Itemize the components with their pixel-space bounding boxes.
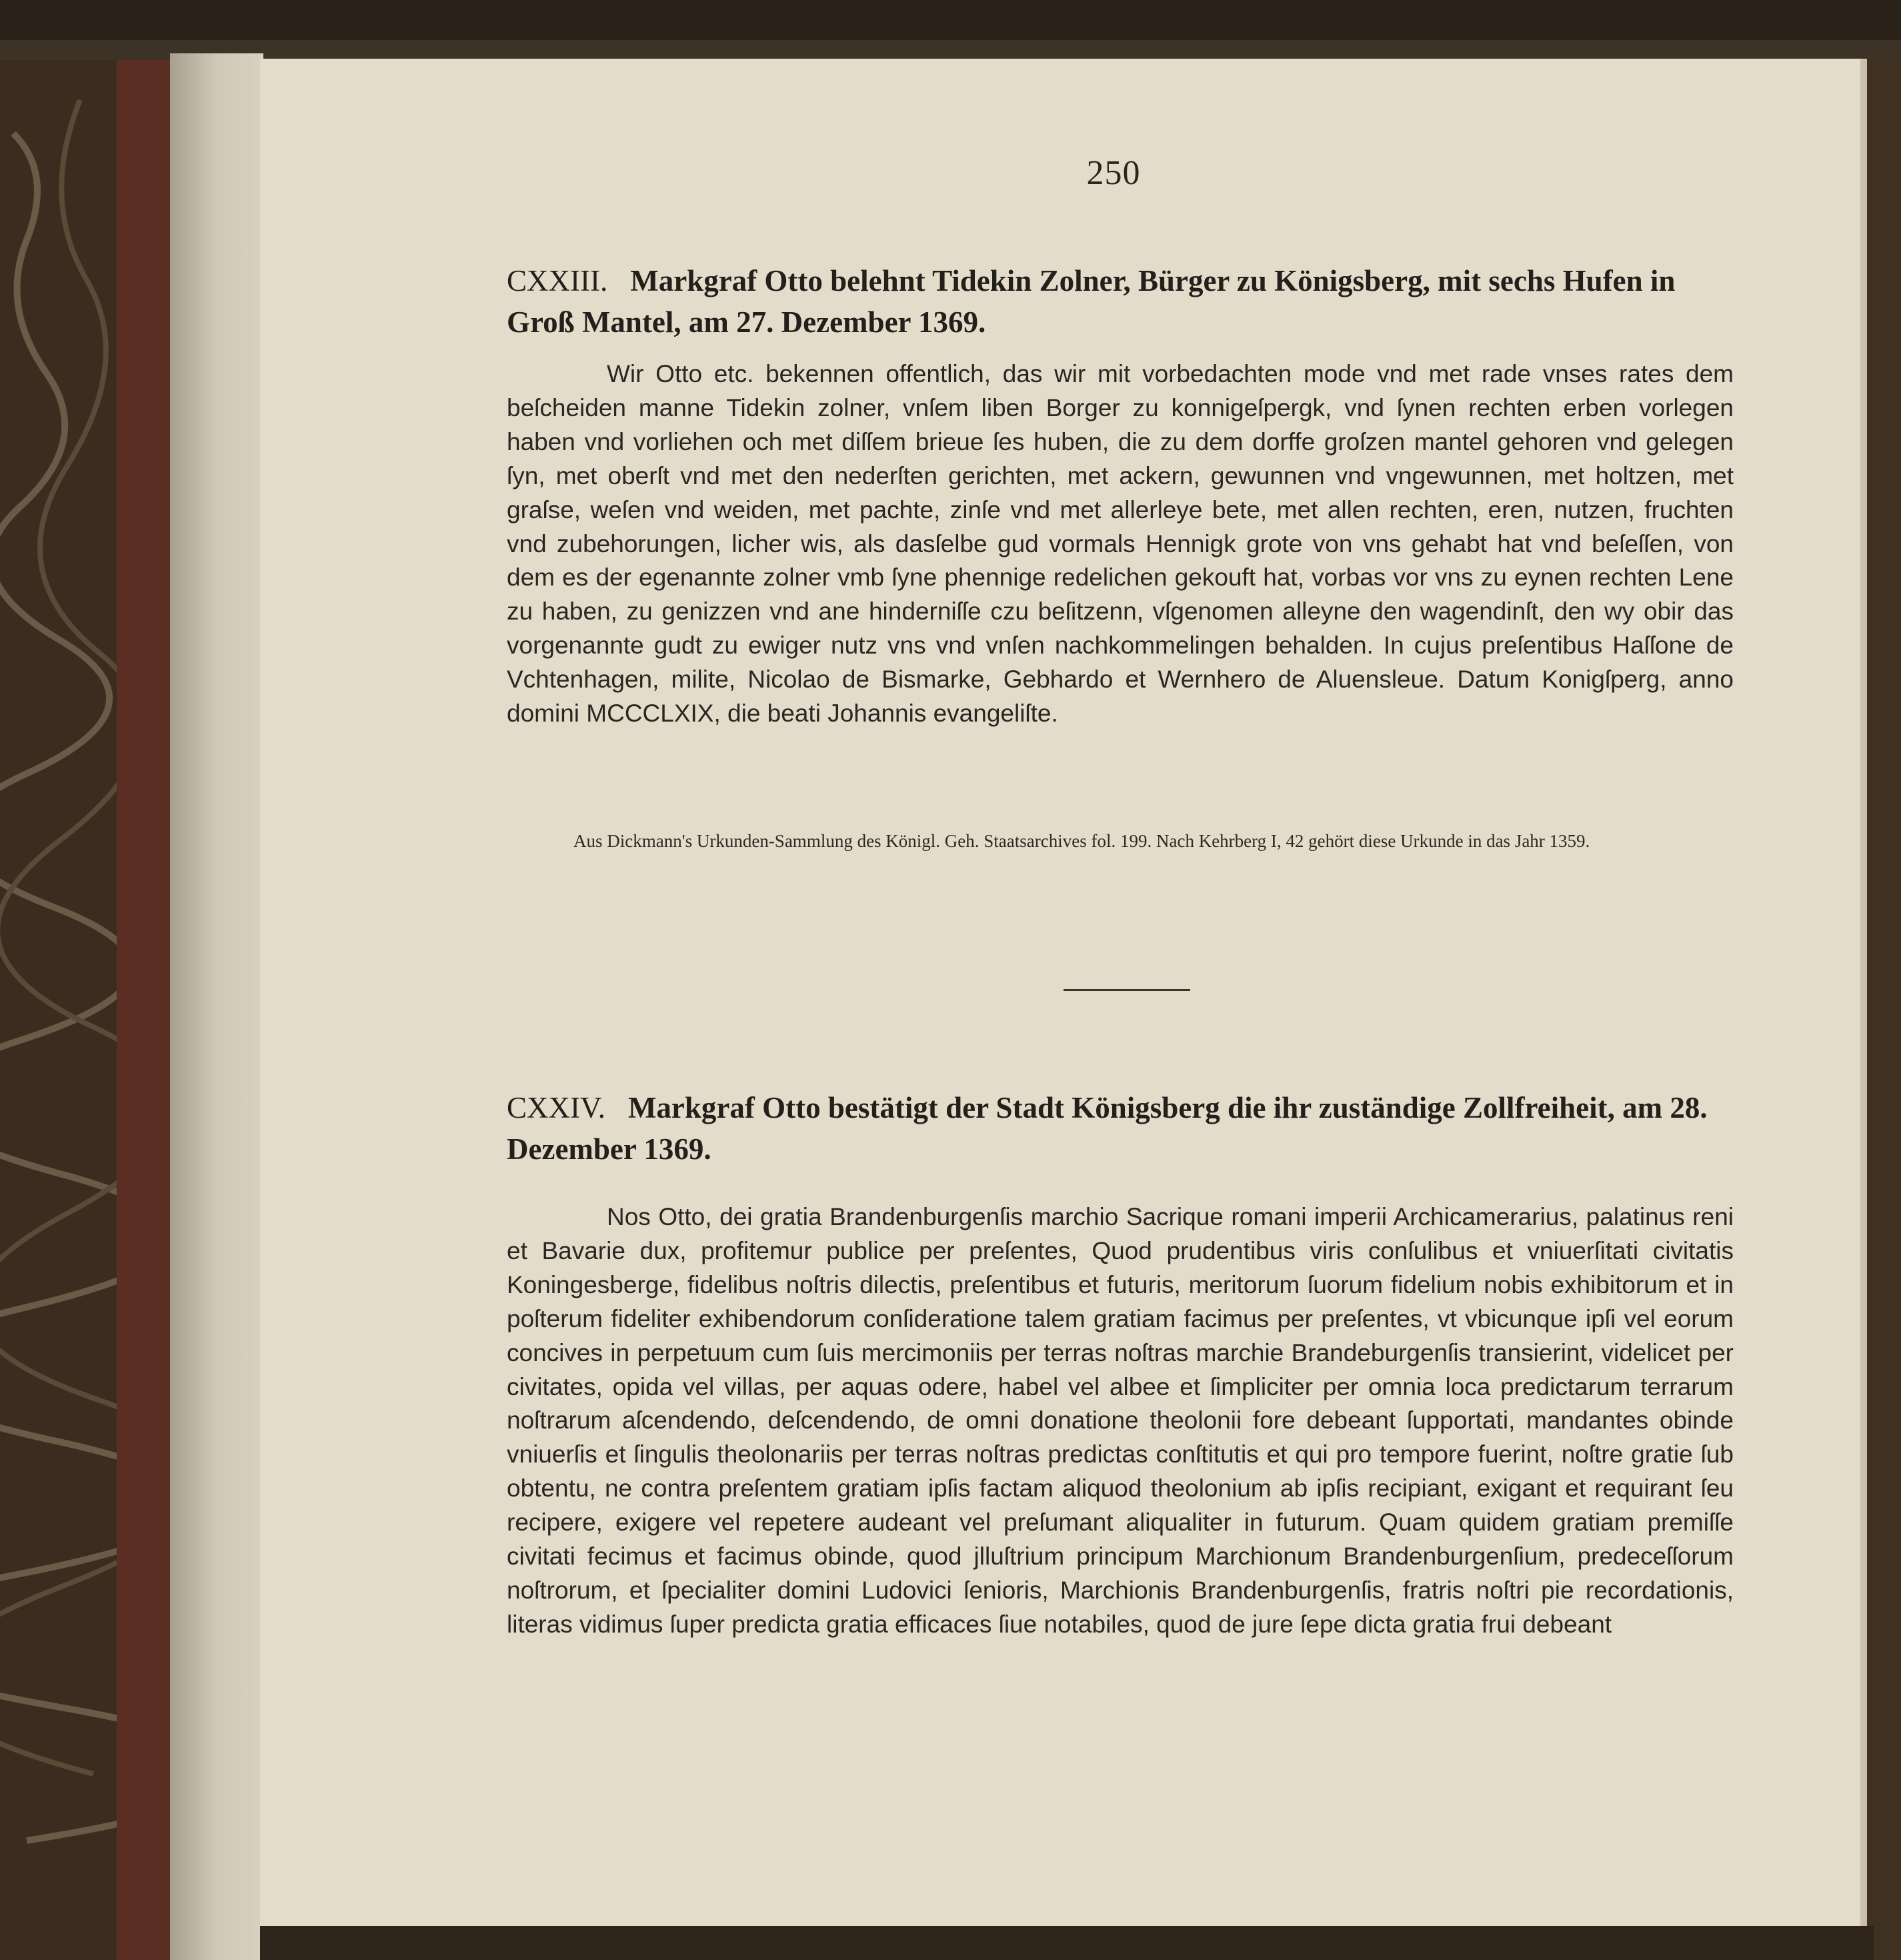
- document-body-cxxiv: Nos Otto, dei gratia Brandenburgenſis marchio Sacrique romani imperii Archicamerarius, palatinus reni et Bavarie dux, profitemur publice per preſentes, Quod prudentibus viris conſulibus et vniuerſitati civitatis Koningesberge, fidelibus noſtris dilectis, preſentibus et futuris, meritorum ſuorum fidelium nobis exhibitorum et in poſterum fideliter exhibendorum conſideratione talem gratiam facimus per preſentes, vt vbicunque ipſi vel eorum concives in perpetuum cum ſuis mercimoniis per terras noſtras marchie Brandeburgenſis transierint, videlicet per civitates, opida vel villas, per aquas odere, habel vel albee et ſimpliciter per omnia loca predictarum terrarum noſtrarum aſcendendo, deſcendendo, de omni donatione theolonii fore debeant ſupportati, mandantes obinde vniuerſis et ſingulis theolonariis per terras noſtras predictas conſtitutis et qui pro tempore fuerint, noſtre gratie ſub obtentu, ne contra preſentem gratiam ipſis factam aliquod theolonium ab ipſis recipiant, exigant et requirant ſeu recipere, exigere vel repetere audeant vel preſumant aliqualiter in futurum. Quam quidem gratiam premiſſe civitati fecimus et facimus obinde, quod jlluſtrium principum Marchionum Brandenburgenſium, predeceſſorum noſtrorum, et ſpecialiter domini Ludovici ſenioris, Marchionis Brandenburgenſis, fratris noſtri pie recordationis, literas vidimus ſuper predicta gratia efficaces ſiue notabiles, quod de jure ſepe dicta gratia frui debeant: [507, 1203, 1734, 1638]
- document-title: Markgraf Otto belehnt Tidekin Zolner, Bürger zu Königsberg, mit sechs Hufen in Groß Mantel, am 27. Dezember 1369.: [507, 264, 1676, 339]
- document-body-cxxiii: Wir Otto etc. bekennen offentlich, das wir mit vorbedachten mode vnd met rade vnses rates dem beſcheiden manne Tidekin zolner, vnſem liben Borger zu konnigeſpergk, vnd ſynen rechten erben vorlegen haben vnd vorliehen och met diſſem brieue ſes huben, die zu dem dorffe groſzen mantel gehoren vnd gelegen ſyn, met oberſt vnd met den nederſten gerichten, met ackern, gewunnen vnd vngewunnen, met holtzen, met graſse, weſen vnd weiden, met pachte, zinſe vnd met allerleye bete, met allen rechten, eren, nutzen, fruchten vnd zubehorungen, licher wis, als dasſelbe gud vormals Hennigk grote von vns gehabt hat vnd beſeſſen, von dem es der egenannte zolner vmb ſyne phennige redelichen gekouft hat, vorbas vor vns zu eynen rechten Lene zu haben, zu genizzen vnd ane hinderniſſe czu beſitzenn, vſgenomen alleyne den wagendinſt, den wy obir das vorgenannte gudt zu ewiger nutz vns vnd vnſen nachkommelingen behalden. In cujus preſentibus Haſſone de Vchtenhagen, milite, Nicolao de Bismarke, Gebhardo et Wernhero de Aluensleue. Datum Konigſperg, anno domini MCCCLXIX, die beati Johannis evangeliſte.: [507, 360, 1734, 728]
- document-heading-cxxiii: [507, 260, 1734, 343]
- document-number: CXXIII.: [507, 264, 608, 297]
- document-number: CXXIV.: [507, 1091, 605, 1124]
- document-title: Markgraf Otto bestätigt der Stadt Königsberg die ihr zuständige Zollfreiheit, am 28. Dezember 1369.: [507, 1091, 1708, 1166]
- section-divider: [1064, 989, 1190, 991]
- page-edges: [170, 53, 263, 1960]
- spine-leather: [117, 40, 173, 1960]
- source-note-cxxiii: Aus Dickmann's Urkunden-Sammlung des Königl. Geh. Staatsarchives fol. 199. Nach Kehrberg I, 42 gehört diese Urkunde in das Jahr 1359.: [573, 831, 1590, 851]
- document-heading-cxxiv: [507, 1087, 1734, 1170]
- page-number: 250: [1086, 154, 1141, 192]
